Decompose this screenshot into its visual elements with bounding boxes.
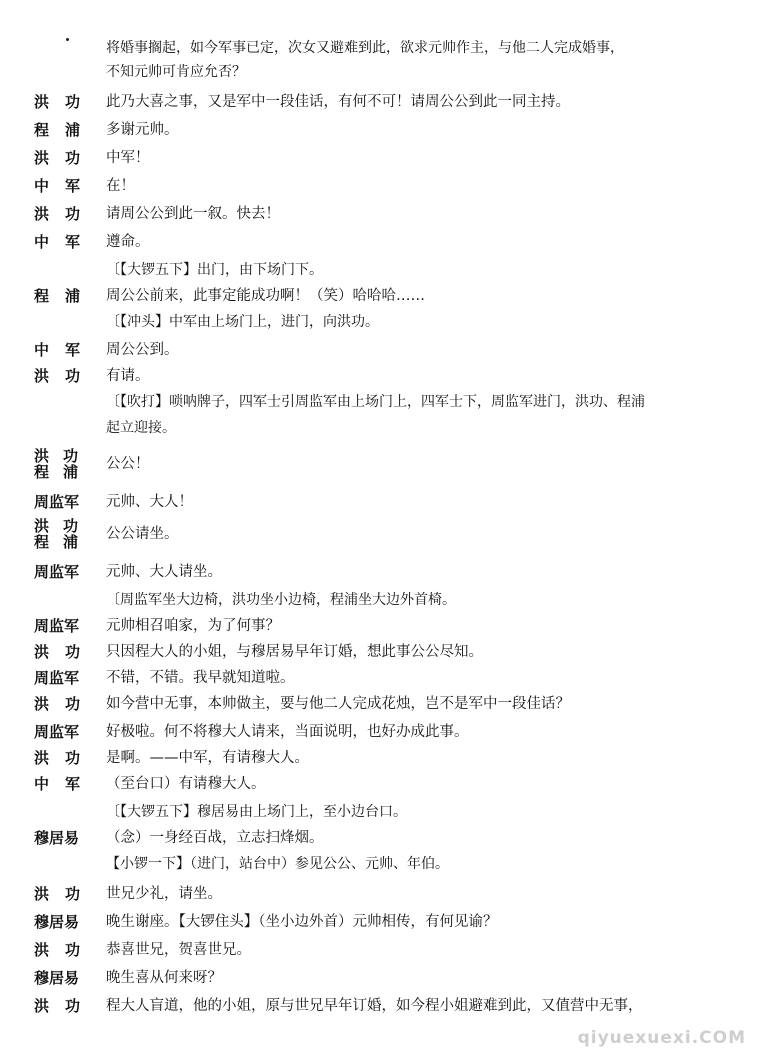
- dialogue-line: [0, 120, 760, 146]
- speaker-name: 洪功 程浦: [34, 447, 93, 481]
- dialogue-text: 如今营中无事，本帅做主，要与他二人完成花烛，岂不是军中一段佳话？: [106, 696, 570, 712]
- speaker-name: 程浦: [34, 121, 97, 139]
- stage-direction: 【小锣一下】（进门，站台中）参见公公、元帅、年伯。: [106, 856, 449, 872]
- dialogue-line: [0, 884, 760, 910]
- dialogue-text: 晚生喜从何来呀？: [106, 970, 222, 986]
- speaker-name: 周监军: [34, 669, 80, 687]
- speaker-name: 洪功: [34, 997, 97, 1015]
- dialogue-text: 元帅、大人请坐。: [106, 564, 222, 580]
- dialogue-line: [0, 366, 760, 392]
- dialogue-line: [0, 260, 760, 286]
- dialogue-line: [0, 204, 760, 230]
- dialogue-line: [0, 940, 760, 966]
- stage-direction: 〔【吹打】唢呐牌子，四军士引周监军由上场门上，四军士下，周监军进门，洪功、程浦: [106, 394, 645, 410]
- stage-direction: 〔【大锣五下】出门，由下场门下。: [106, 262, 323, 278]
- dialogue-line: [0, 492, 760, 518]
- stage-direction: 起立迎接。: [106, 420, 176, 436]
- dialogue-line: [0, 668, 760, 694]
- speaker-name: 洪功: [34, 941, 97, 959]
- dialogue-line: [0, 38, 760, 64]
- speaker-name: 洪功 程浦: [34, 517, 93, 551]
- speaker-name: 周监军: [34, 617, 80, 635]
- speaker-name: 洪功: [34, 367, 97, 385]
- speaker-name: 洪功: [34, 643, 97, 661]
- stage-direction: 将婚事搁起，如今军事已定，次女又避难到此，欲求元帅作主，与他二人完成婚事，: [106, 40, 624, 56]
- dialogue-text: 不错，不错。我早就知道啦。: [106, 670, 295, 686]
- dialogue-text: 只因程大人的小姐，与穆居易早年订婚，想此事公公尽知。: [106, 644, 483, 660]
- dialogue-text: 请周公公到此一叙。快去！: [106, 206, 280, 222]
- stage-direction: 〔【冲头】中军由上场门上，进门，向洪功。: [106, 314, 379, 330]
- speaker-name: 穆居易: [34, 969, 80, 987]
- speaker-name: 周监军: [34, 723, 80, 741]
- dialogue-line: [0, 517, 760, 551]
- dialogue-text: 公公！: [106, 456, 150, 472]
- speaker-name: 周监军: [34, 493, 80, 511]
- speaker-name: 洪功: [34, 149, 97, 167]
- stage-direction: 不知元帅可肯应允否？: [106, 64, 246, 80]
- dialogue-text: 遵命。: [106, 234, 150, 250]
- dialogue-text: 此乃大喜之事，又是军中一段佳话，有何不可！请周公公到此一同主持。: [106, 94, 570, 110]
- speaker-name: 洪功: [34, 93, 97, 111]
- dialogue-text: 中军！: [106, 150, 150, 166]
- watermark: qiyuexuexi.COM: [577, 1028, 746, 1048]
- speaker-name: 洪功: [34, 749, 97, 767]
- speaker-name: 周监军: [34, 563, 80, 581]
- speaker-name: 洪功: [34, 205, 97, 223]
- stage-direction: 〔【大锣五下】穆居易由上场门上，至小边台口。: [106, 804, 407, 820]
- dialogue-text: （至台口）有请穆大人。: [106, 776, 266, 792]
- speaker-name: 洪功: [34, 695, 97, 713]
- dialogue-text: （念）一身经百战，立志扫烽烟。: [106, 830, 324, 846]
- dialogue-line: [0, 62, 760, 88]
- dialogue-text: 是啊。——中军，有请穆大人。: [106, 750, 309, 766]
- dialogue-text: 有请。: [106, 368, 150, 384]
- dialogue-text: 晚生谢座。【大锣住头】（坐小边外首）元帅相传，有何见谕？: [106, 914, 498, 930]
- dialogue-line: [0, 392, 760, 418]
- dialogue-line: [0, 722, 760, 748]
- dialogue-text: 周公公到。: [106, 342, 179, 358]
- dialogue-text: 多谢元帅。: [106, 122, 179, 138]
- dialogue-line: [0, 828, 760, 854]
- dialogue-line: [0, 802, 760, 828]
- dialogue-text: 恭喜世兄，贺喜世兄。: [106, 942, 251, 958]
- dialogue-line: [0, 748, 760, 774]
- dialogue-text: 世兄少礼，请坐。: [106, 886, 222, 902]
- dialogue-line: [0, 912, 760, 938]
- speaker-name: 洪功: [34, 885, 97, 903]
- dialogue-line: [0, 312, 760, 338]
- dialogue-line: [0, 148, 760, 174]
- dialogue-text: 元帅相召咱家，为了何事？: [106, 618, 280, 634]
- speaker-name: 穆居易: [34, 913, 80, 931]
- dialogue-text: 程大人盲道，他的小姐，原与世兄早年订婚，如今程小姐避难到此，又值营中无事，: [106, 998, 643, 1014]
- dialogue-line: [0, 232, 760, 258]
- speaker-name: 程浦: [34, 287, 97, 305]
- dialogue-line: [0, 968, 760, 994]
- dialogue-line: [0, 854, 760, 880]
- dialogue-text: 元帅、大人！: [106, 494, 193, 510]
- dialogue-line: [0, 996, 760, 1022]
- dialogue-line: [0, 176, 760, 202]
- dialogue-line: [0, 340, 760, 366]
- speaker-name: 中军: [34, 233, 97, 251]
- dialogue-line: [0, 616, 760, 642]
- dialogue-line: [0, 418, 760, 444]
- dialogue-line: [0, 562, 760, 588]
- dialogue-line: [0, 774, 760, 800]
- dialogue-text: 周公公前来，此事定能成功啊！（笑）哈哈哈……: [106, 288, 425, 304]
- dialogue-line: [0, 694, 760, 720]
- dialogue-line: [0, 92, 760, 118]
- speaker-name: 穆居易: [34, 829, 80, 847]
- dialogue-line: [0, 642, 760, 668]
- speaker-name: 中军: [34, 341, 97, 359]
- dialogue-line: [0, 590, 760, 616]
- dialogue-line: [0, 286, 760, 312]
- dialogue-text: 好极啦。何不将穆大人请来，当面说明，也好办成此事。: [106, 724, 469, 740]
- dialogue-line: [0, 447, 760, 481]
- speaker-name: 中军: [34, 177, 97, 195]
- dialogue-text: 公公请坐。: [106, 526, 179, 542]
- dialogue-text: 在！: [106, 178, 135, 194]
- stage-direction: 〔周监军坐大边椅，洪功坐小边椅，程浦坐大边外首椅。: [106, 592, 456, 608]
- speaker-name: 中军: [34, 775, 97, 793]
